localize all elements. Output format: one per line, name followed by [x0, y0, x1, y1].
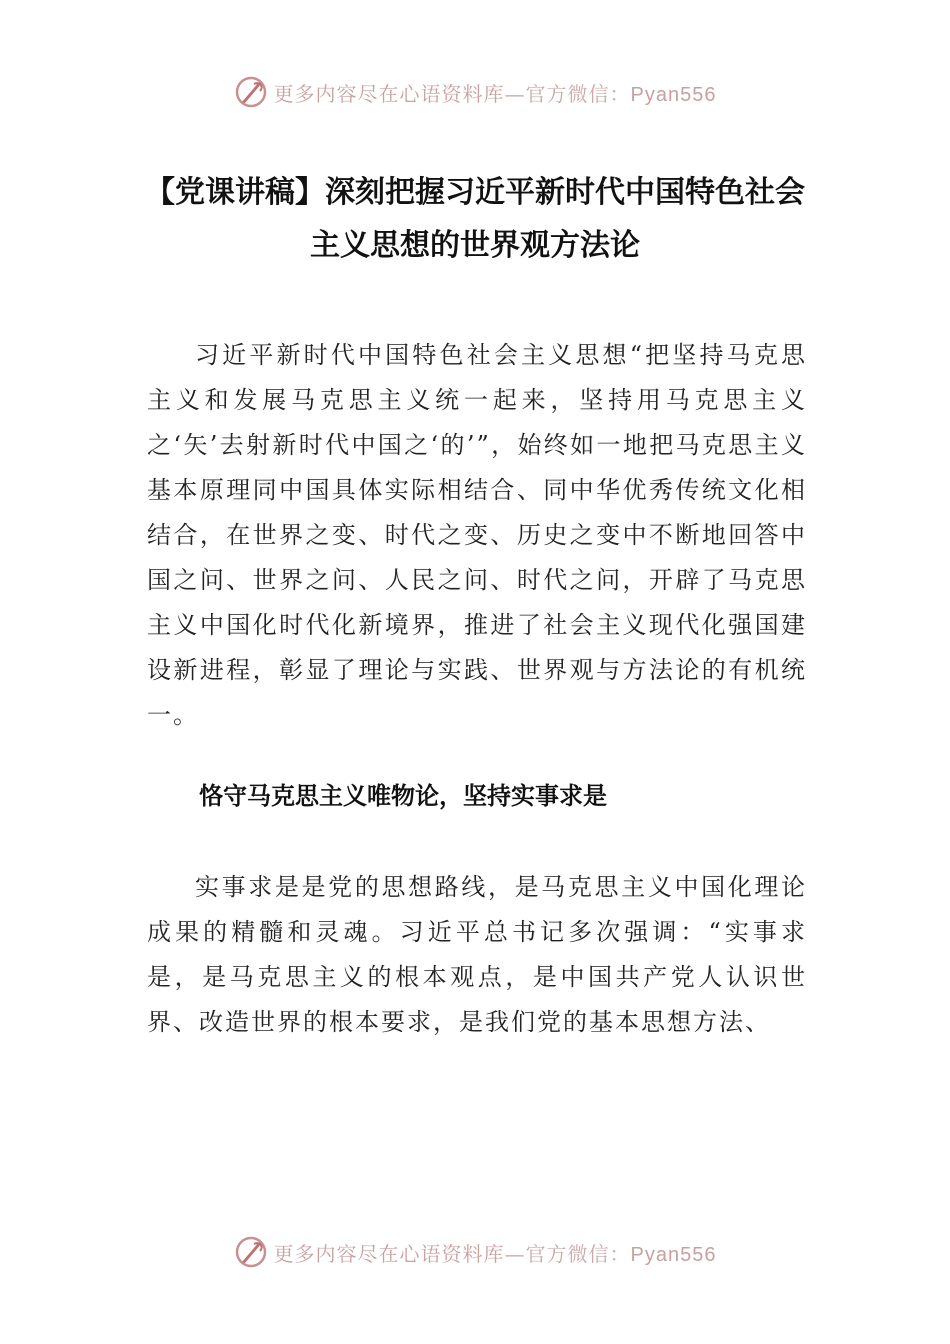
- watermark-text: 更多内容尽在心语资料库—官方微信：Pyan556: [273, 1241, 717, 1266]
- document-title: 【党课讲稿】深刻把握习近平新时代中国特色社会主义思想的世界观方法论: [145, 175, 805, 263]
- quill-logo-icon: [234, 1235, 268, 1269]
- section-heading: 恪守马克思主义唯物论，坚持实事求是: [199, 782, 607, 810]
- quill-logo-icon: [234, 75, 268, 109]
- body-paragraph: 实事求是是党的思想路线，是马克思主义中国化理论成果的精髓和灵魂。习近平总书记多次强调：“实事求是，是马克思主义的根本观点，是中国共产党人认识世界、改造世界的根本要求，是我们党的基本思想方法、: [147, 873, 807, 1036]
- body-paragraph: 习近平新时代中国特色社会主义思想“把坚持马克思主义和发展马克思主义统一起来，坚持用马克思主义之‘矢’去射新时代中国之‘的’”，始终如一地把马克思主义基本原理同中国具体实际相结合、同中华优秀传统文化相结合，在世界之变、时代之变、历史之变中不断地回答中国之问、世界之问、人民之问、时代之问，开辟了马克思主义中国化时代化新境界，推进了社会主义现代化强国建设新进程，彰显了理论与实践、世界观与方法论的有机统一。: [147, 341, 807, 729]
- header-watermark: [0, 72, 950, 112]
- footer-watermark: [0, 1232, 950, 1272]
- watermark-text: 更多内容尽在心语资料库—官方微信：Pyan556: [273, 81, 717, 106]
